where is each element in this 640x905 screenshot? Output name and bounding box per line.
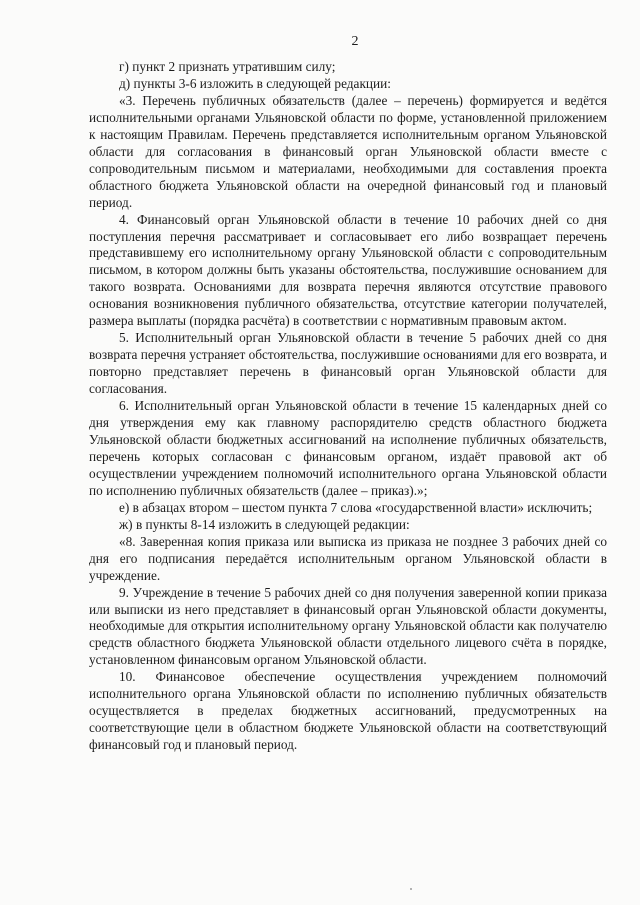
paragraph-item-5: 5. Исполнительный орган Ульяновской области в течение 5 рабочих дней со дня возврата перечня устраняет обстоятельства, послужившие основаниями для его возврата, и повторно представляет перечень в финансовый орган Ульяновской области для согласования. (89, 330, 608, 397)
paragraph-item-10: 10. Финансовое обеспечение осуществления учреждением полномочий исполнительного органа Ульяновской области по исполнению публичных обязательств осуществляется в пределах бюджетных ассигнований, предусмотренных на соответствующие цели в областном бюджете Ульяновской области на соответствующий финансовый год и плановый период. (89, 669, 607, 753)
document-body (89, 59, 607, 754)
paragraph-item-6: 6. Исполнительный орган Ульяновской области в течение 15 календарных дней со дня утверждения ему как главному распорядителю средств областного бюджета Ульяновской области бюджетных ассигнований на исполнение публичных обязательств, перечень которых согласован с финансовым органом, издаёт правовой акт об осуществлении учреждением полномочий исполнительного органа Ульяновской области по исполнению публичных обязательств (далее – приказ).»; (89, 398, 607, 498)
paragraph-item-8: «8. Заверенная копия приказа или выписка из приказа не позднее 3 рабочих дней со дня его подписания передаётся исполнительным органом Ульяновской области в учреждение. (89, 533, 607, 583)
scan-speck (410, 888, 412, 890)
page-number: 2 (351, 34, 359, 49)
paragraph-item-4: 4. Финансовый орган Ульяновской области в течение 10 рабочих дней со дня поступления перечня рассматривает и согласовывает его либо возвращает перечень представившему его исполнительному органу Ульяновской области с сопроводительным письмом, в котором должны быть указаны обстоятельства, послужившие основанием для такого возврата. Основаниями для возврата перечня являются отсутствие правового основания возникновения публичного обязательства, отсутствие категории получателей, размера выплаты (порядка расчёта) в соответствии с нормативным правовым актом. (89, 211, 607, 329)
paragraph-zh: ж) в пункты 8-14 изложить в следующей редакции: (119, 516, 410, 532)
paragraph-item-3: «3. Перечень публичных обязательств (далее – перечень) формируется и ведётся исполнительными органами Ульяновской области по форме, установленной приложением к настоящим Правилам. Перечень представляется исполнительным органом Ульяновской области для согласования в финансовый орган Ульяновской области вместе с сопроводительным письмом и материалами, необходимыми для составления проекта областного бюджета Ульяновской области на очередной финансовый год и плановый период. (89, 92, 607, 210)
paragraph-e: е) в абзацах втором – шестом пункта 7 слова «государственной власти» исключить; (119, 499, 593, 515)
paragraph-g: г) пункт 2 признать утратившим силу; (119, 59, 336, 74)
paragraph-d: д) пункты 3-6 изложить в следующей редакции: (119, 75, 391, 91)
paragraph-item-9: 9. Учреждение в течение 5 рабочих дней со дня получения заверенной копии приказа или выписки из него представляет в финансовый орган Ульяновской области документы, необходимые для открытия исполнительному органу Ульяновской области как получателю средств областного бюджета Ульяновской области отдельного лицевого счёта в порядке, установленном финансовым органом Ульяновской области. (89, 584, 607, 668)
